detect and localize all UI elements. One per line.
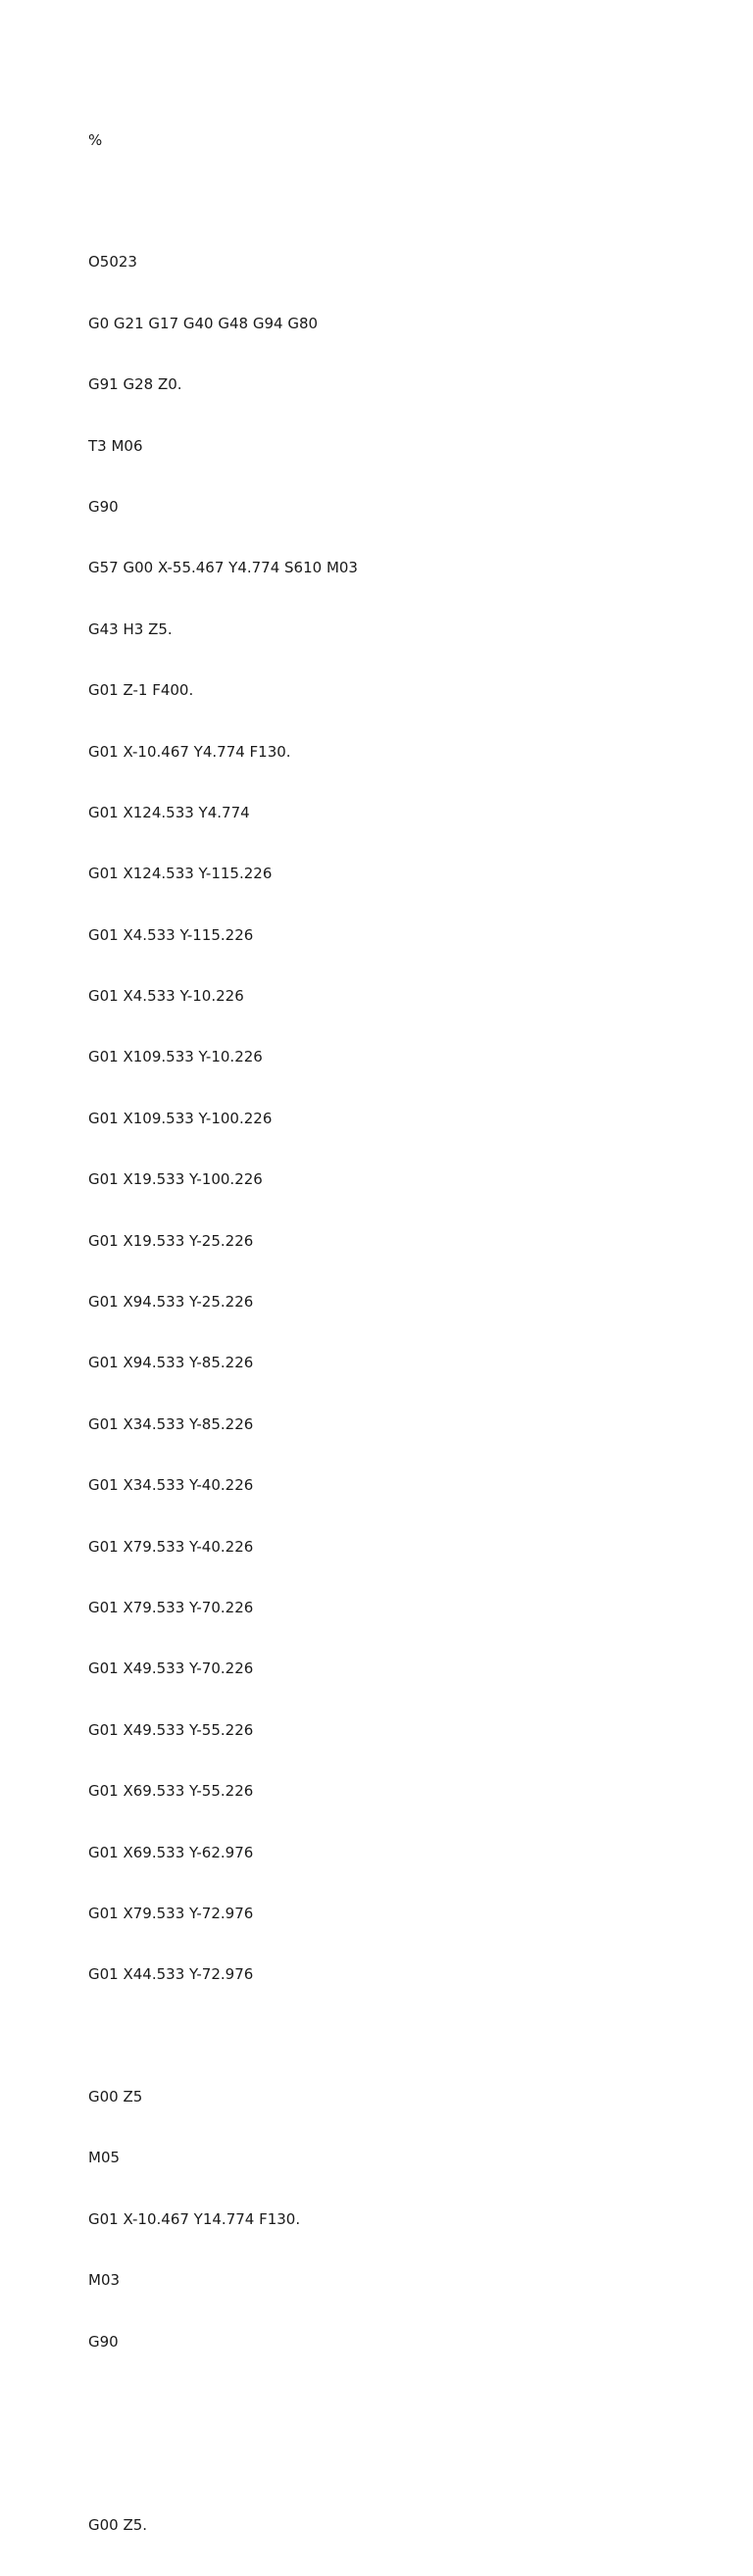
code-line: G57 G00 X-55.467 Y4.774 S610 M03: [88, 559, 358, 577]
code-line: G01 X69.533 Y-62.976: [88, 1843, 254, 1861]
code-line: G01 X124.533 Y4.774: [88, 803, 250, 821]
code-line: [88, 2026, 677, 2047]
code-line: G01 X19.533 Y-25.226: [88, 1231, 254, 1250]
code-line: M03: [88, 2271, 121, 2290]
code-line: G01 X-10.467 Y4.774 F130.: [88, 742, 291, 761]
code-line: G91 G28 Z0.: [88, 375, 182, 394]
code-line: G01 X79.533 Y-70.226: [88, 1598, 254, 1616]
code-line: G01 X34.533 Y-85.226: [88, 1414, 254, 1433]
code-line: G01 X-10.467 Y14.774 F130.: [88, 2209, 301, 2228]
code-line: G01 X34.533 Y-40.226: [88, 1476, 254, 1495]
code-line: G01 X69.533 Y-55.226: [88, 1782, 254, 1801]
code-line: G01 X109.533 Y-100.226: [88, 1109, 273, 1127]
code-line: G01 X44.533 Y-72.976: [88, 1965, 254, 1984]
code-line: G01 X94.533 Y-25.226: [88, 1293, 254, 1312]
code-line: O5023: [88, 253, 137, 272]
code-line: [88, 2393, 677, 2413]
gcode-listing: [88, 89, 677, 2576]
code-line: G01 X49.533 Y-70.226: [88, 1660, 254, 1678]
code-line: G01 Z-1 F400.: [88, 681, 194, 700]
code-line: G01 X109.533 Y-10.226: [88, 1048, 263, 1066]
code-line: %: [88, 130, 103, 149]
code-line: [88, 191, 677, 212]
code-line: G01 X79.533 Y-40.226: [88, 1537, 254, 1556]
code-line: G01 X49.533 Y-55.226: [88, 1720, 254, 1739]
code-line: G90: [88, 2332, 119, 2351]
code-line: [88, 2453, 677, 2474]
code-line: M05: [88, 2149, 121, 2167]
code-line: G00 Z5: [88, 2088, 143, 2106]
code-line: G01 X79.533 Y-72.976: [88, 1904, 254, 1922]
code-line: G90: [88, 497, 119, 516]
code-line: G01 X4.533 Y-115.226: [88, 925, 254, 944]
code-line: T3 M06: [88, 436, 143, 455]
code-line: G43 H3 Z5.: [88, 619, 173, 638]
code-line: G00 Z5.: [88, 2515, 148, 2534]
code-line: G0 G21 G17 G40 G48 G94 G80: [88, 314, 319, 332]
code-line: G01 X19.533 Y-100.226: [88, 1170, 263, 1189]
code-line: G01 X4.533 Y-10.226: [88, 987, 244, 1006]
code-line: G01 X124.533 Y-115.226: [88, 865, 273, 883]
code-line: G01 X94.533 Y-85.226: [88, 1354, 254, 1372]
